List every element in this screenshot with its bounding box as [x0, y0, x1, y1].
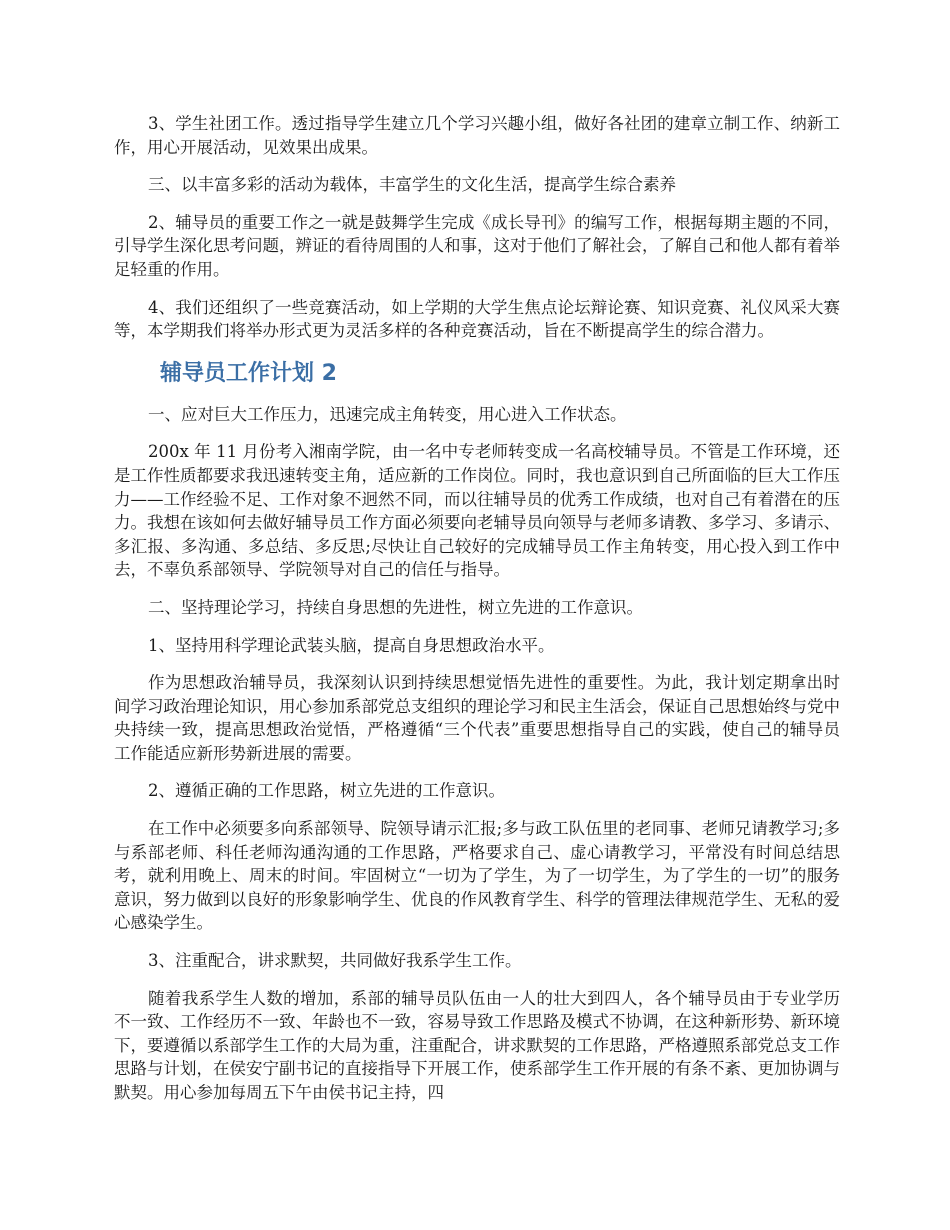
paragraph-role-transition: 200x 年 11 月份考入湘南学院，由一名中专老师转变成一名高校辅导员。不管是工作环境，还是工作性质都要求我迅速转变主角，适应新的工作岗位。同时，我也意识到自己所面临的巨大工作压力——工作经验不足、工作对象不迥然不同，而以往辅导员的优秀工作成绩，也对自己有着潜在的压力。我想在该如何去做好辅导员工作方面必须要向老辅导员向领导与老师多请教、多学习、多请示、多汇报、多沟通、多总结、多反思;尽快让自己较好的完成辅导员工作主角转变，用心投入到工作中去，不辜负系部领导、学院领导对自己的信任与指导。 — [114, 442, 840, 580]
item-three-title: 3、注重配合，讲求默契，共同做好我系学生工作。 — [148, 951, 522, 971]
paragraph-team-cooperation: 随着我系学生人数的增加，系部的辅导员队伍由一人的壮大到四人，各个辅导员由于专业学历不一致、工作经历不一致、年龄也不一致，容易导致工作思路及模式不协调，在这种新形势、新环境下，要遵循以系部学生工作的大局为重，注重配合，讲求默契的工作思路，严格遵照系部党总支工作思路与计划，在侯安宁副书记的直接指导下开展工作，使系部学生工作开展的有条不紊、更加协调与默契。用心参加每周五下午由侯书记主持，四 — [114, 988, 840, 1102]
section-heading: 辅导员工作计划 2 — [160, 360, 337, 386]
section-two-title: 二、坚持理论学习，持续自身思想的先进性，树立先进的工作意识。 — [148, 597, 643, 617]
item-two-title: 2、遵循正确的工作思路，树立先进的工作意识。 — [148, 781, 505, 801]
item-one-title: 1、坚持用科学理论武装头脑，提高自身思想政治水平。 — [148, 635, 555, 655]
paragraph-work-approach: 在工作中必须要多向系部领导、院领导请示汇报;多与政工队伍里的老同事、老师兄请教学习;多与系部老师、科任老师沟通沟通的工作思路，严格要求自己、虚心请教学习，平常没有时间总结思考，就利用晚上、周末的时间。牢固树立“一切为了学生，为了一切学生，为了学生的一切”的服务意识，努力做到以良好的形象影响学生、优良的作风教育学生、科学的管理法律规范学生、无私的爱心感染学生。 — [114, 819, 840, 933]
paragraph-political-study: 作为思想政治辅导员，我深刻认识到持续思想觉悟先进性的重要性。为此，我计划定期拿出时间学习政治理论知识，用心参加系部党总支组织的理论学习和民主生活会，保证自己思想始终与党中央持续一致，提高思想政治觉悟，严格遵循“三个代表”重要思想指导自己的实践，使自己的辅导员工作能适应新形势新进展的需要。 — [114, 673, 840, 763]
paragraph-student-clubs: 3、学生社团工作。透过指导学生建立几个学习兴趣小组，做好各社团的建章立制工作、纳新工作，用心开展活动，见效果出成果。 — [114, 114, 840, 157]
paragraph-growth-journal: 2、辅导员的重要工作之一就是鼓舞学生完成《成长导刊》的编写工作，根据每期主题的不同，引导学生深化思考问题，辨证的看待周围的人和事，这对于他们了解社会，了解自己和他人都有着举足轻重的作用。 — [114, 212, 840, 279]
document-page — [114, 112, 840, 1119]
section-one-title: 一、应对巨大工作压力，迅速完成主角转变，用心进入工作状态。 — [148, 404, 627, 424]
section-three-title: 三、以丰富多彩的活动为载体，丰富学生的文化生活，提高学生综合素养 — [148, 175, 676, 195]
paragraph-competitions: 4、我们还组织了一些竞赛活动，如上学期的大学生焦点论坛辩论赛、知识竞赛、礼仪风采大赛等，本学期我们将举办形式更为灵活多样的各种竞赛活动，旨在不断提高学生的综合潜力。 — [114, 297, 840, 341]
